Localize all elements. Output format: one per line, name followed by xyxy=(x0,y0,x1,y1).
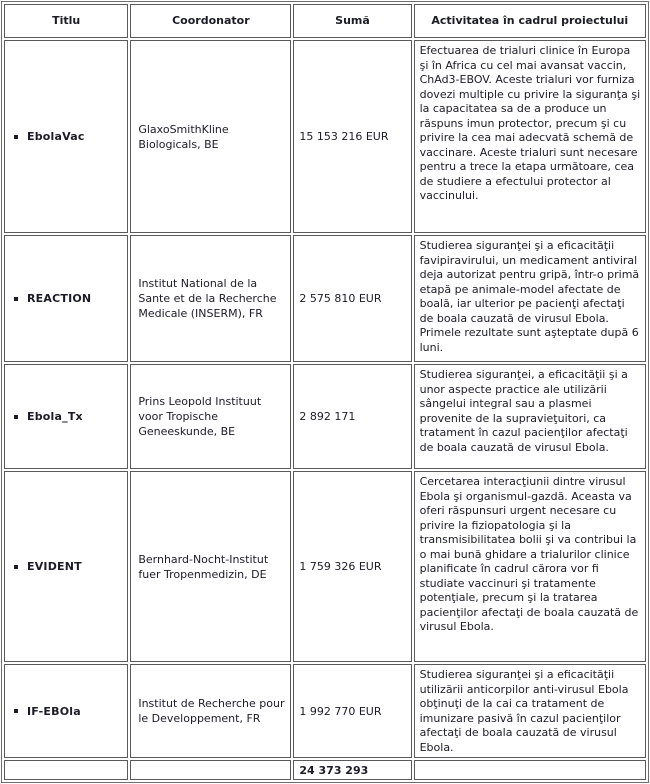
header-title: Titlu xyxy=(4,4,128,38)
header-amount: Sumă xyxy=(293,4,411,38)
total-row xyxy=(4,760,646,780)
table-row-ebola-tx xyxy=(4,364,646,469)
bullet-icon xyxy=(14,135,18,139)
project-title: IF-EBOla xyxy=(27,704,81,718)
project-title: EVIDENT xyxy=(27,560,82,573)
header-activity: Activitatea în cadrul proiectului xyxy=(414,4,646,38)
project-amount: 2 892 171 xyxy=(293,364,411,469)
total-empty-coordinator xyxy=(130,760,291,780)
table-row-reaction xyxy=(4,235,646,362)
project-coordinator: Institut de Recherche pour le Developpement, FR xyxy=(130,664,291,758)
project-coordinator: Prins Leopold Instituut voor Tropische Geneeskunde, BE xyxy=(130,364,291,469)
project-title-cell xyxy=(4,664,128,758)
project-amount: 1 992 770 EUR xyxy=(293,664,411,758)
header-coordinator: Coordonator xyxy=(130,4,291,38)
project-coordinator: GlaxoSmithKline Biologicals, BE xyxy=(130,40,291,233)
project-title: Ebola_Tx xyxy=(27,410,83,423)
project-title: REACTION xyxy=(27,292,92,305)
table-row-if-ebola xyxy=(4,664,646,758)
table-row-ebolavac xyxy=(4,40,646,233)
project-amount: 1 759 326 EUR xyxy=(293,471,411,662)
project-title-cell xyxy=(4,40,128,233)
project-coordinator: Bernhard-Nocht-Institut fuer Tropenmedizin, DE xyxy=(130,471,291,662)
project-title-cell xyxy=(4,471,128,662)
bullet-icon xyxy=(14,415,18,419)
project-title-cell xyxy=(4,235,128,362)
total-empty-activity xyxy=(414,760,646,780)
project-activity: Studierea siguranţei şi a eficacităţii favipiravirului, un medicament antiviral deja autorizat pentru gripă, într-o primă etapă pe animale-model afectate de boală, iar ulterior pe pacienţi afectaţi de boala cauzată de virusul Ebola. Primele rezultate sunt aşteptate după 6 luni. xyxy=(414,235,646,362)
project-activity: Cercetarea interacţiunii dintre virusul Ebola şi organismul-gazdă. Aceasta va oferi răspunsuri urgent necesare cu privire la fiziopatologia şi la transmisibilitatea bolii şi va contribui la o mai bună ghidare a trialurilor clinice planificate în cadrul cărora vor fi studiate vaccinuri şi tratamente potenţiale, precum şi la tratarea pacienţilor afectaţi de boala cauzată de virusul Ebola. xyxy=(414,471,646,662)
ebola-projects-table xyxy=(1,1,649,783)
total-empty-title xyxy=(4,760,128,780)
project-amount: 15 153 216 EUR xyxy=(293,40,411,233)
bullet-icon xyxy=(14,565,18,569)
bullet-icon xyxy=(14,297,18,301)
header-row xyxy=(4,4,646,38)
bullet-icon xyxy=(14,709,18,713)
total-amount: 24 373 293 xyxy=(293,760,411,780)
project-title-cell xyxy=(4,364,128,469)
table-row-evident xyxy=(4,471,646,662)
project-amount: 2 575 810 EUR xyxy=(293,235,411,362)
project-activity: Efectuarea de trialuri clinice în Europa şi în Africa cu cel mai avansat vaccin, ChAd3-EBOV. Aceste trialuri vor furniza dovezi multiple cu privire la siguranţa şi la capacitatea sa de a produce un răspuns imun protector, precum şi cu privire la cea mai adecvată schemă de vaccinare. Aceste trialuri sunt necesare pentru a trece la etapa următoare, cea de studiere a efectului protector al vaccinului. xyxy=(414,40,646,233)
project-activity: Studierea siguranţei şi a eficacităţii utilizării anticorpilor anti-virusul Ebola obţinuţi de la cai ca tratament de imunizare pasivă în cazul pacienţilor afectaţi de boala cauzată de virusul Ebola. xyxy=(414,664,646,758)
project-title: EbolaVac xyxy=(27,130,85,143)
project-activity: Studierea siguranţei, a eficacităţii şi a unor aspecte practice ale utilizării sângelui integral sau a plasmei provenite de la supravieţuitori, ca tratament în cazul pacienţilor afectaţi de boala cauzată de virusul Ebola. xyxy=(414,364,646,469)
project-coordinator: Institut National de la Sante et de la Recherche Medicale (INSERM), FR xyxy=(130,235,291,362)
